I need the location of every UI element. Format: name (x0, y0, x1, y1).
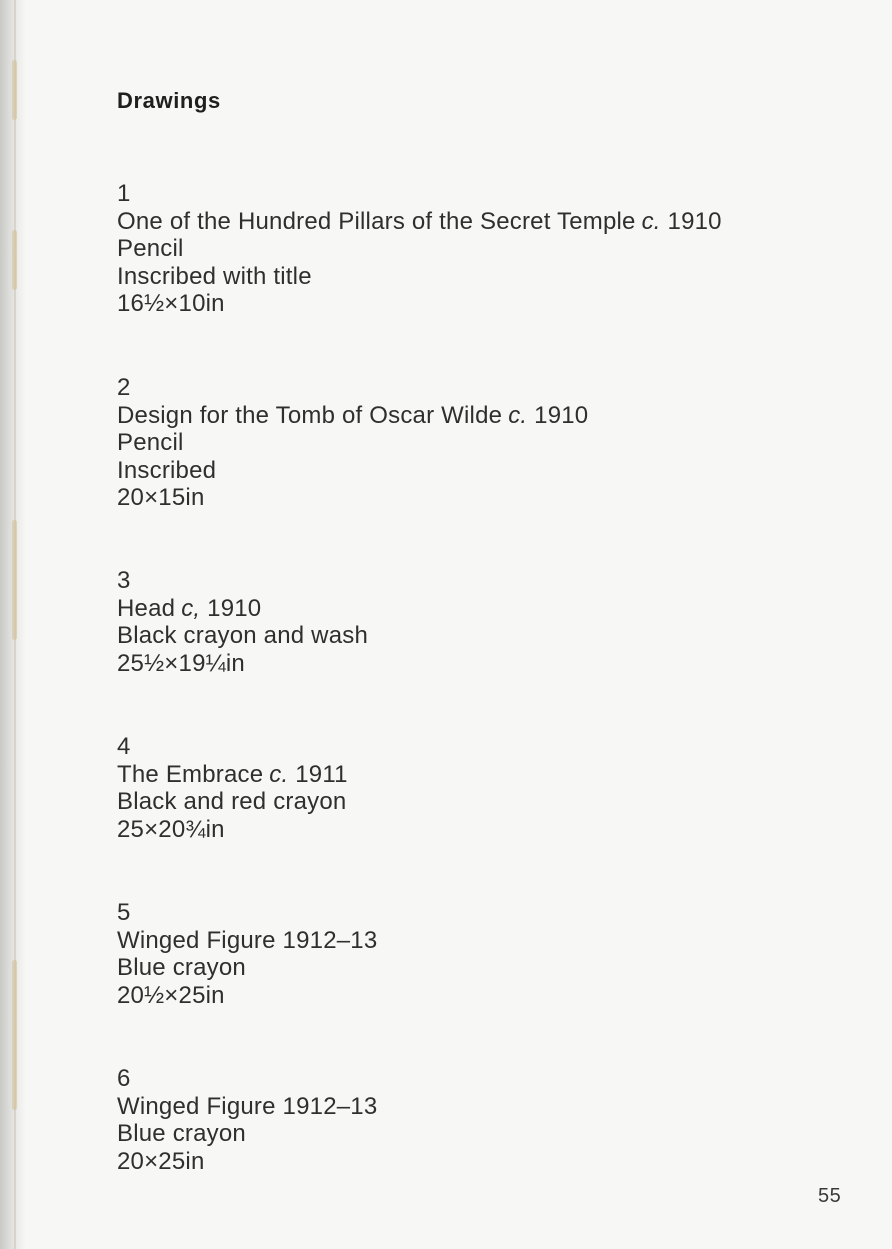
entry-title: One of the Hundred Pillars of the Secret Temple (117, 207, 636, 235)
entry-title: Winged Figure (117, 1092, 276, 1120)
binding-stitch (12, 230, 17, 290)
entry-number: 2 (117, 374, 131, 401)
entry-medium: Blue crayon (117, 1120, 246, 1148)
catalogue-entry (117, 1065, 817, 1175)
entry-number: 3 (117, 567, 131, 594)
entry-number: 6 (117, 1065, 131, 1092)
section-heading: Drawings (117, 88, 221, 113)
catalogue-entry (117, 567, 817, 677)
entry-number: 5 (117, 899, 131, 926)
entry-number: 4 (117, 733, 131, 760)
page-number: 55 (818, 1185, 842, 1207)
entry-title: Head (117, 594, 176, 622)
entry-title: The Embrace (117, 760, 264, 788)
entry-number: 1 (117, 180, 131, 207)
catalogue-entry (117, 733, 817, 843)
entry-medium: Black and red crayon (117, 788, 347, 816)
binding-stitch (12, 960, 17, 1110)
entry-inscription: Inscribed with title (117, 262, 312, 290)
entry-title-line (117, 402, 817, 430)
entry-date: 1912–13 (282, 1092, 378, 1120)
entry-title-line (117, 208, 817, 236)
catalogue-entry (117, 374, 817, 512)
entry-dimensions: 20½×25in (117, 981, 225, 1009)
entry-title: Winged Figure (117, 926, 276, 954)
entry-medium: Pencil (117, 235, 184, 263)
entry-date: 1910 (207, 594, 262, 622)
entry-date-prefix: c, (181, 594, 201, 622)
entry-medium: Black crayon and wash (117, 622, 368, 650)
entry-title-line (117, 761, 817, 789)
entry-date: 1911 (295, 760, 348, 788)
catalogue-entry (117, 899, 817, 1009)
entry-date: 1910 (534, 401, 589, 429)
entry-medium: Pencil (117, 429, 184, 457)
binding-stitch (12, 60, 17, 120)
entry-date: 1912–13 (282, 926, 378, 954)
binding-stitch (12, 520, 17, 640)
entry-title-line (117, 595, 817, 623)
entry-title-line (117, 927, 817, 955)
entry-dimensions: 25½×19¼in (117, 649, 245, 677)
catalogue-entry (117, 180, 817, 318)
entry-title-line (117, 1093, 817, 1121)
entry-dimensions: 20×15in (117, 484, 205, 512)
entry-date-prefix: c. (508, 401, 528, 429)
entry-dimensions: 25×20¾in (117, 815, 225, 843)
entry-date-prefix: c. (641, 207, 661, 235)
entry-date: 1910 (667, 207, 722, 235)
entry-dimensions: 16½×10in (117, 290, 225, 318)
entry-inscription: Inscribed (117, 456, 217, 484)
entry-dimensions: 20×25in (117, 1147, 205, 1175)
entry-medium: Blue crayon (117, 954, 246, 982)
entry-title: Design for the Tomb of Oscar Wilde (117, 401, 503, 429)
entry-date-prefix: c. (269, 760, 289, 788)
